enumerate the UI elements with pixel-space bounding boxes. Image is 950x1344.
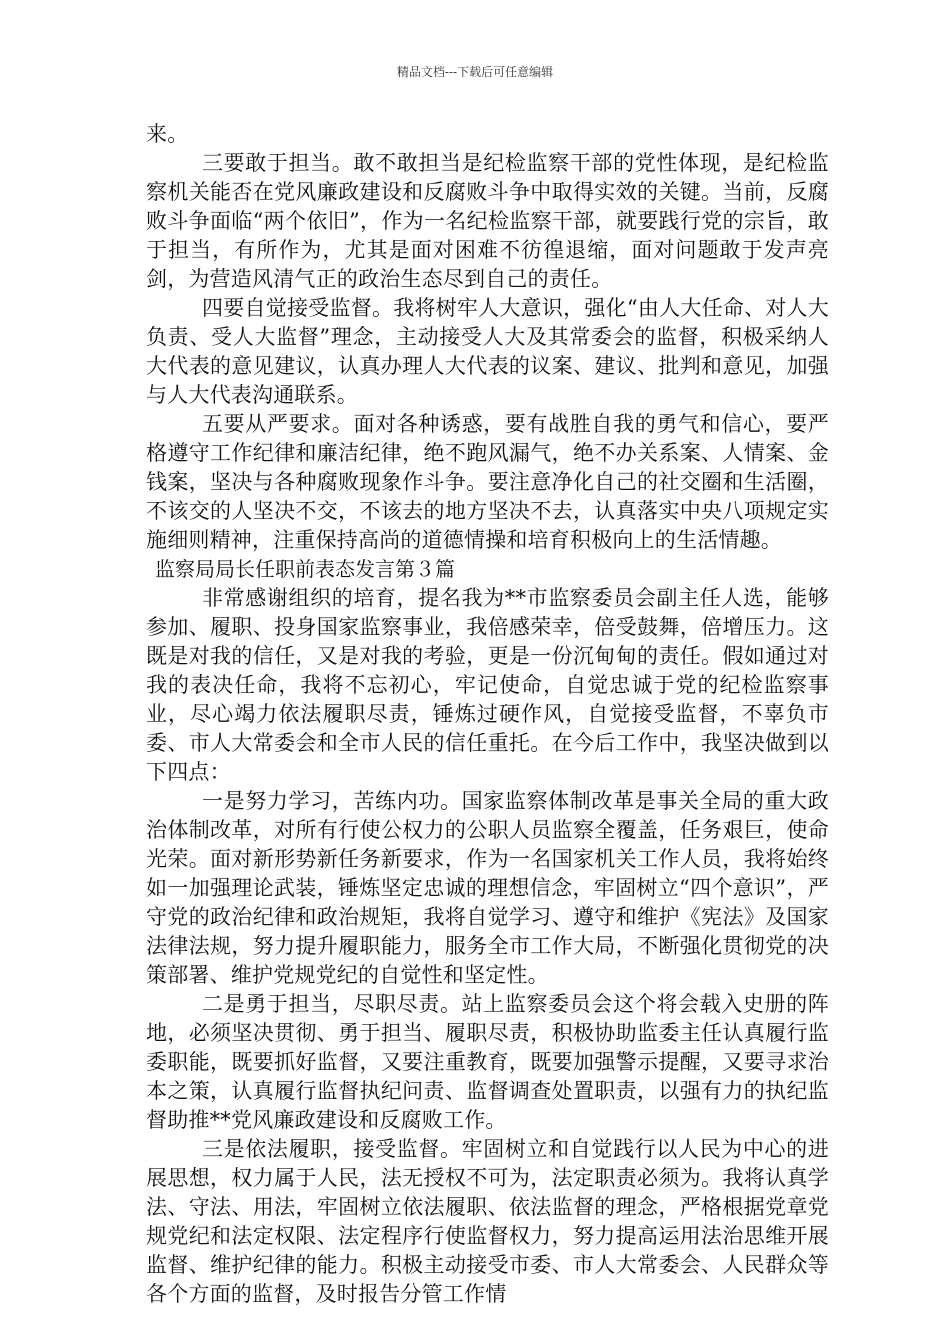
paragraph-point-one: 一是努力学习，苦练内功。国家监察体制改革是事关全局的重大政治体制改革，对所有行使公权力的公职人员监察全覆盖，任务艰巨，使命光荣。面对新形势新任务新要求，作为一名国家机关工作人员，我将始终如一加强理论武装，锤炼坚定忠诚的理想信念，牢固树立“四个意识”，严守党的政治纪律和政治规矩，我将自觉学习、遵守和维护《宪法》及国家法律法规，努力提升履职能力，服务全市工作大局，不断强化贯彻党的决策部署、维护党规党纪的自觉性和坚定性。 xyxy=(146,789,829,987)
paragraph-accept-supervision: 四要自觉接受监督。我将树牢人大意识，强化“由人大任命、对人大负责、受人大监督”理念，主动接受人大及其常委会的监督，积极采纳人大代表的意见建议，认真办理人大代表的议案、建议、批判和意见，加强与人大代表沟通联系。 xyxy=(146,296,829,407)
section-title: 监察局局长任职前表态发言第３篇 xyxy=(155,557,455,581)
paragraph-point-two: 二是勇于担当，尽职尽责。站上监察委员会这个将会载入史册的阵地，必须坚决贯彻、勇于担当、履职尽责，积极协助监委主任认真履行监委职能，既要抓好监督，又要注重教育，既要加强警示提醒，又要寻求治本之策，认真履行监督执纪问责、监督调查处置职责，以强有力的执纪监督助推**党风廉政建设和反腐败工作。 xyxy=(146,992,829,1132)
paragraph-dare-to-take-responsibility: 三要敢于担当。敢不敢担当是纪检监察干部的党性体现，是纪检监察机关能否在党风廉政建设和反腐败斗争中取得实效的关键。当前，反腐败斗争面临“两个依旧”，作为一名纪检监察干部，就要践行党的宗旨，敢于担当，有所作为，尤其是面对困难不彷徨退缩，面对问题敢于发声亮剑，为营造风清气正的政治生态尽到自己的责任。 xyxy=(146,151,829,291)
page-header: 精品文档---下载后可任意编辑 xyxy=(396,65,554,79)
document-body xyxy=(146,120,829,1309)
paragraph-point-three: 三是依法履职，接受监督。牢固树立和自觉践行以人民为中心的进展思想，权力属于人民，法无授权不可为，法定职责必须为。我将认真学法、守法、用法，牢固树立依法履职、依法监督的理念，严格根据党章党规党纪和法定权限、法定程序行使监督权力，努力提高运用法治思维开展监督、维护纪律的能力。积极主动接受市委、市人大常委会、人民群众等各个方面的监督，及时报告分管工作情 xyxy=(146,1137,829,1306)
paragraph-strict-requirements: 五要从严要求。面对各种诱惑，要有战胜自我的勇气和信心，要严格遵守工作纪律和廉洁纪律，绝不跑风漏气，绝不办关系案、人情案、金钱案，坚决与各种腐败现象作斗争。要注意净化自己的社交圈和生活圈，不该交的人坚决不交，不该去的地方坚决不去，认真落实中央八项规定实施细则精神，注重保持高尚的道德情操和培育积极向上的生活情趣。 xyxy=(146,412,829,552)
paragraph-continuation: 来。 xyxy=(146,122,189,146)
paragraph-introduction: 非常感谢组织的培育，提名我为**市监察委员会副主任人选，能够参加、履职、投身国家监察事业，我倍感荣幸，倍受鼓舞，倍增压力。这既是对我的信任，又是对我的考验，更是一份沉甸甸的责任。假如通过对我的表决任命，我将不忘初心，牢记使命，自觉忠诚于党的纪检监察事业，尽心竭力依法履职尽责，锤炼过硬作风，自觉接受监督，不辜负市委、市人大常委会和全市人民的信任重托。在今后工作中，我坚决做到以下四点： xyxy=(146,586,829,784)
